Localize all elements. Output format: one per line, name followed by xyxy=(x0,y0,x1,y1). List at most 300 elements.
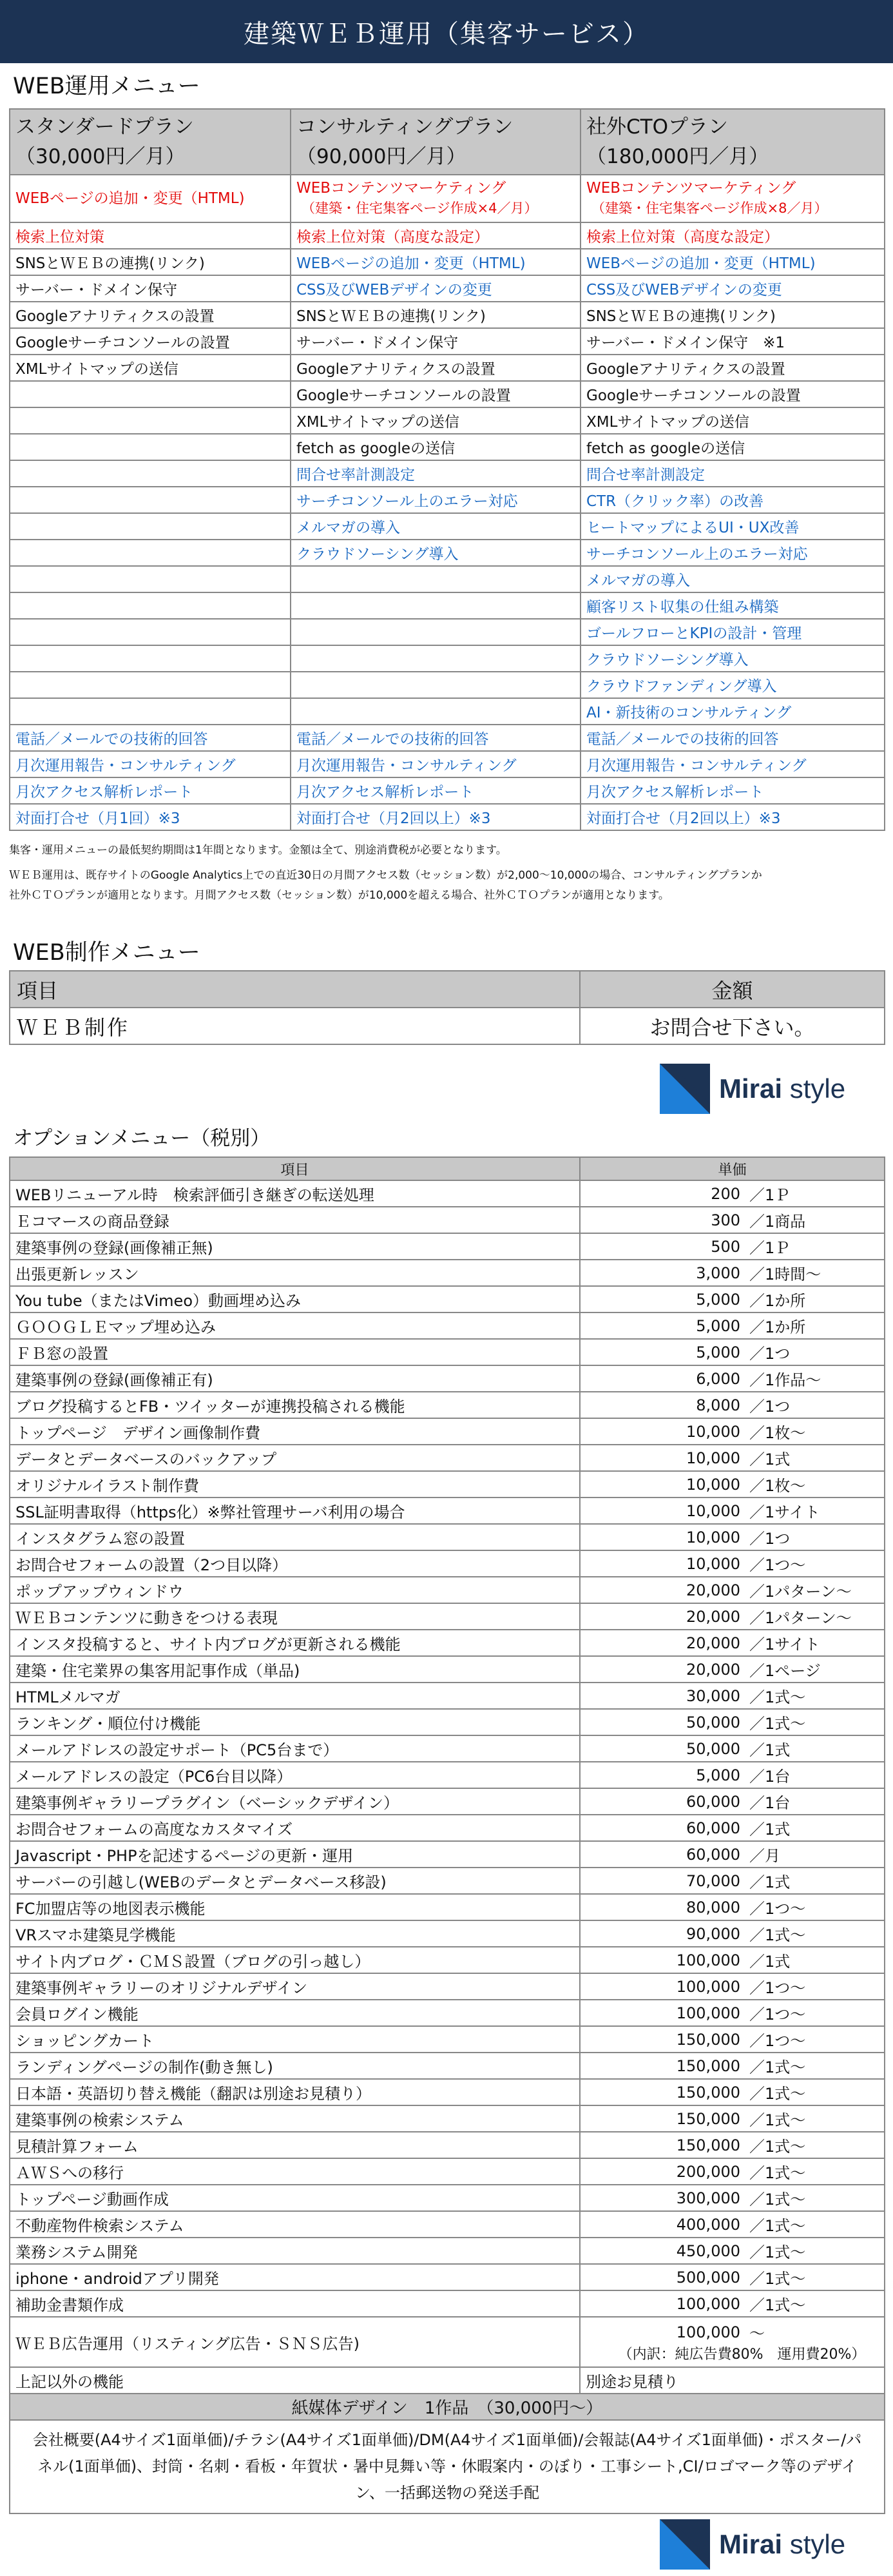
plan-cell-text: CSS及びWEBデザインの変更 xyxy=(586,282,782,298)
table-row xyxy=(10,619,885,645)
plan-cell xyxy=(291,540,581,566)
plan-cell xyxy=(581,751,885,777)
option-unit: ／1時間〜 xyxy=(749,1265,821,1283)
table-row xyxy=(10,1947,885,1973)
option-unit: ／1式 xyxy=(749,1873,791,1891)
table-row xyxy=(10,592,885,619)
ops-note-1: 集客・運用メニューの最低契約期間は1年間となります。金額は全て、別途消費税が必要となります。 xyxy=(9,844,507,857)
plan-cell xyxy=(10,672,291,698)
plan-cell-text: サーバー・ドメイン保守 xyxy=(15,282,178,298)
option-unit: ／1式〜 xyxy=(749,2191,806,2209)
plan-cell xyxy=(10,407,291,434)
plan-cell xyxy=(10,302,291,328)
plan-cell-text: クラウドファンディング導入 xyxy=(586,678,777,695)
table-row xyxy=(10,513,885,540)
option-price xyxy=(580,1550,885,1577)
option-price xyxy=(580,1656,885,1683)
plan-cell xyxy=(291,302,581,328)
option-price xyxy=(580,1868,885,1894)
option-price xyxy=(580,2026,885,2053)
plan-cell xyxy=(10,275,291,302)
plan-cell xyxy=(581,698,885,725)
plan-cell xyxy=(10,751,291,777)
option-item: メールアドレスの設定（PC6台目以降） xyxy=(10,1762,580,1788)
plan-cell-text: 対面打合せ（月2回以上）※3 xyxy=(586,810,781,827)
option-amount: 150,000 xyxy=(676,2030,740,2049)
plan-cell-text: CTR（クリック率）の改善 xyxy=(586,493,764,510)
option-amount: 20,000 xyxy=(686,1581,740,1599)
plan-cell xyxy=(10,698,291,725)
option-item: 不動産物件検索システム xyxy=(10,2211,580,2238)
options-head-item: 項目 xyxy=(10,1157,580,1180)
table-row xyxy=(10,1445,885,1471)
table-row xyxy=(10,2290,885,2317)
table-row xyxy=(10,275,885,302)
plan-cell-text: ゴールフローとKPIの設計・管理 xyxy=(586,625,802,642)
option-item: 出張更新レッスン xyxy=(10,1260,580,1286)
option-amount: 5,000 xyxy=(696,1316,740,1335)
option-unit: 〜 xyxy=(749,2325,765,2343)
plan-cell xyxy=(581,777,885,804)
option-amount: 10,000 xyxy=(686,1449,740,1467)
option-item: 建築事例ギャラリープラグイン（ベーシックデザイン） xyxy=(10,1788,580,1815)
plan-price: （180,000円／月） xyxy=(586,145,769,168)
options-table xyxy=(9,1156,885,2514)
option-unit: ／1か所 xyxy=(749,1318,806,1336)
option-item: お問合せフォームの高度なカスタマイズ xyxy=(10,1815,580,1841)
option-item: インスタグラム窓の設置 xyxy=(10,1524,580,1550)
table-row xyxy=(10,2053,885,2079)
table-row xyxy=(10,1365,885,1392)
table-row xyxy=(10,1920,885,1947)
table-row xyxy=(10,1498,885,1524)
web-prod-table xyxy=(9,970,885,1045)
option-amount: 8,000 xyxy=(696,1396,740,1414)
plan-cell-text: Googleアナリティクスの設置 xyxy=(586,361,785,378)
plan-cell-text: 検索上位対策（高度な設定） xyxy=(586,229,779,246)
option-item: 業務システム開発 xyxy=(10,2238,580,2264)
table-row xyxy=(10,1418,885,1445)
plan-cell xyxy=(581,540,885,566)
plan-cell-text: 月次運用報告・コンサルティング xyxy=(296,757,517,774)
plan-cell xyxy=(581,249,885,275)
option-unit: ／1パターン〜 xyxy=(749,1583,852,1601)
plan-cell xyxy=(10,619,291,645)
plan-cell xyxy=(581,381,885,407)
plan-cell-text: メルマガの導入 xyxy=(296,520,400,536)
plan-cell xyxy=(581,804,885,830)
option-unit: ／1つ xyxy=(749,1530,791,1548)
option-amount: 5,000 xyxy=(696,1290,740,1309)
plan-cell xyxy=(10,487,291,513)
option-unit: ／1式〜 xyxy=(749,2111,806,2129)
web-prod-item: ＷＥＢ制作 xyxy=(10,1008,580,1044)
option-amount: 30,000 xyxy=(686,1686,740,1705)
table-row xyxy=(10,2264,885,2290)
option-item: VRスマホ建築見学機能 xyxy=(10,1920,580,1947)
option-price xyxy=(580,1260,885,1286)
plan-cell xyxy=(291,698,581,725)
table-row xyxy=(10,175,885,222)
option-price xyxy=(580,1788,885,1815)
plan-cell-text: Googleサーチコンソールの設置 xyxy=(296,387,511,404)
plan-cell xyxy=(10,592,291,619)
plan-cell-text: 電話／メールでの技術的回答 xyxy=(296,731,489,748)
option-unit: ／1サイト xyxy=(749,1635,820,1654)
plan-cell-text: AI・新技術のコンサルティング xyxy=(586,705,792,721)
option-amount: 80,000 xyxy=(686,1898,740,1917)
logo-brand: Mirai xyxy=(719,2529,783,2559)
plan-name: 社外CTOプラン xyxy=(586,115,728,139)
plan-price: （90,000円／月） xyxy=(296,145,466,168)
table-row xyxy=(10,1762,885,1788)
option-unit: ／1つ〜 xyxy=(749,2032,806,2050)
plan-cell xyxy=(10,355,291,381)
logo-mark-icon xyxy=(660,2519,710,2570)
table-row xyxy=(10,777,885,804)
plan-cell-text: WEBコンテンツマーケティング xyxy=(296,180,506,197)
plan-cell-text: Googleアナリティクスの設置 xyxy=(296,361,495,378)
option-amount: 10,000 xyxy=(686,1475,740,1494)
table-row xyxy=(10,2211,885,2238)
plan-cell-text: SNSとＷＥＢの連携(リンク) xyxy=(15,255,205,272)
plan-cell xyxy=(291,592,581,619)
table-row xyxy=(10,1524,885,1550)
option-unit: ／1つ〜 xyxy=(749,1556,806,1574)
plan-cell-text: WEBページの追加・変更（HTML) xyxy=(586,255,816,272)
plan-cell-subtext: （建築・住宅集客ページ作成×8／月） xyxy=(591,200,828,216)
plan-cell-text: WEBページの追加・変更（HTML) xyxy=(296,255,526,272)
plan-cell xyxy=(581,513,885,540)
plan-cell-text: fetch as googleの送信 xyxy=(296,440,456,457)
table-row xyxy=(10,2158,885,2185)
option-price xyxy=(580,1233,885,1260)
option-amount: 150,000 xyxy=(676,2056,740,2075)
table-row xyxy=(10,1471,885,1498)
option-price xyxy=(580,1286,885,1312)
plan-cell-text: サーチコンソール上のエラー対応 xyxy=(586,546,808,563)
plan-cell xyxy=(581,566,885,592)
table-row xyxy=(10,1312,885,1339)
table-row xyxy=(10,2026,885,2053)
plan-cell-text: 問合せ率計測設定 xyxy=(296,467,415,483)
plan-cell-text: 月次アクセス解析レポート xyxy=(586,784,764,801)
option-unit: ／1つ〜 xyxy=(749,2005,806,2024)
option-price xyxy=(580,1709,885,1735)
ops-note-2: ＷＥＢ運用は、既存サイトのGoogle Analytics上での直近30日の月間アクセス数（セッション数）が2,000〜10,000の場合、コンサルティングプランか xyxy=(9,869,762,882)
plan-cell-text: サーチコンソール上のエラー対応 xyxy=(296,493,518,510)
option-price xyxy=(580,1445,885,1471)
table-row xyxy=(10,328,885,355)
option-unit: ／1か所 xyxy=(749,1292,806,1310)
option-price xyxy=(580,2105,885,2132)
plan-price: （30,000円／月） xyxy=(15,145,186,168)
option-price xyxy=(580,1815,885,1841)
option-item: 建築事例の登録(画像補正無) xyxy=(10,1233,580,1260)
table-row xyxy=(10,804,885,830)
option-amount: 200 xyxy=(711,1184,740,1203)
option-item: HTMLメルマガ xyxy=(10,1683,580,1709)
plan-name: スタンダードプラン xyxy=(15,115,194,139)
option-price xyxy=(580,1392,885,1418)
option-item: お問合せフォームの設置（2つ目以降） xyxy=(10,1550,580,1577)
option-unit: ／1ページ xyxy=(749,1662,821,1680)
plan-cell xyxy=(291,249,581,275)
option-unit: ／1式 xyxy=(749,1741,791,1759)
plan-cell xyxy=(10,222,291,249)
table-row xyxy=(10,1603,885,1630)
option-item: iphone・androidアプリ開発 xyxy=(10,2264,580,2290)
plan-cell-text: 検索上位対策 xyxy=(15,229,104,246)
option-unit: ／1つ xyxy=(749,1345,791,1363)
web-prod-title: WEB制作メニュー xyxy=(13,940,200,966)
plan-header-standard xyxy=(10,109,291,175)
plan-cell xyxy=(10,249,291,275)
plan-cell xyxy=(10,725,291,751)
plan-cell xyxy=(291,645,581,672)
option-unit: ／1枚〜 xyxy=(749,1424,806,1442)
plan-cell xyxy=(10,540,291,566)
option-item: 上記以外の機能 xyxy=(10,2367,580,2394)
option-item: You tube（またはVimeo）動画埋め込み xyxy=(10,1286,580,1312)
option-item: メールアドレスの設定サポート（PC5台まで） xyxy=(10,1735,580,1762)
table-row xyxy=(10,1868,885,1894)
table-row xyxy=(10,566,885,592)
option-item: サイト内ブログ・ＣＭＳ設置（ブログの引っ越し） xyxy=(10,1947,580,1973)
plan-cell-text: CSS及びWEBデザインの変更 xyxy=(296,282,492,298)
option-unit: ／1台 xyxy=(749,1794,791,1812)
print-body: 会社概要(A4サイズ1面単価)/チラシ(A4サイズ1面単価)/DM(A4サイズ1面単価)/会報誌(A4サイズ1面単価)・ポスター/パネル(1面単価)、封筒・名刺・看板・年賀状・暑中見舞い等・休暇案内・のぼり・工事シート,CI/ロゴマーク等のデザイン、一括郵送物の発送手配 xyxy=(10,2420,885,2513)
option-item: 補助金書類作成 xyxy=(10,2290,580,2317)
option-amount: 50,000 xyxy=(686,1713,740,1732)
option-item: 会員ログイン機能 xyxy=(10,2000,580,2026)
plan-header-consulting xyxy=(291,109,581,175)
plan-cell xyxy=(581,355,885,381)
plan-cell xyxy=(10,460,291,487)
option-price xyxy=(580,1920,885,1947)
option-price xyxy=(580,1894,885,1920)
web-prod-header-row xyxy=(10,971,885,1008)
option-price xyxy=(580,1762,885,1788)
option-amount: 60,000 xyxy=(686,1819,740,1837)
option-amount: 70,000 xyxy=(686,1871,740,1890)
table-row xyxy=(10,381,885,407)
option-amount: 60,000 xyxy=(686,1845,740,1864)
option-item: Javascript・PHPを記述するページの更新・運用 xyxy=(10,1841,580,1868)
plan-cell xyxy=(291,175,581,222)
option-amount: 200,000 xyxy=(676,2162,740,2181)
plan-cell xyxy=(10,566,291,592)
option-item: 見積計算フォーム xyxy=(10,2132,580,2158)
table-row xyxy=(10,1735,885,1762)
option-unit: ／1式〜 xyxy=(749,2085,806,2103)
option-amount: 150,000 xyxy=(676,2109,740,2128)
option-amount: 400,000 xyxy=(676,2215,740,2234)
plan-cell xyxy=(291,434,581,460)
brand-logo-footer xyxy=(660,2519,845,2570)
table-row xyxy=(10,751,885,777)
option-amount: 60,000 xyxy=(686,1792,740,1811)
option-unit: ／1パターン〜 xyxy=(749,1609,852,1627)
table-row xyxy=(10,1339,885,1365)
table-row xyxy=(10,1841,885,1868)
plan-cell-text: WEBページの追加・変更（HTML) xyxy=(15,190,245,207)
plan-cell xyxy=(291,381,581,407)
options-header-row xyxy=(10,1157,885,1180)
logo-brand: Mirai xyxy=(719,1073,783,1104)
option-unit: ／1つ xyxy=(749,1398,791,1416)
option-item: ＧＯＯＧＬＥマップ埋め込み xyxy=(10,1312,580,1339)
option-item: オリジナルイラスト制作費 xyxy=(10,1471,580,1498)
plan-cell-text: 対面打合せ（月2回以上）※3 xyxy=(296,810,491,827)
option-amount: 20,000 xyxy=(686,1607,740,1626)
plan-cell xyxy=(291,804,581,830)
option-amount: 3,000 xyxy=(696,1264,740,1282)
option-item: ＦＢ窓の設置 xyxy=(10,1339,580,1365)
plan-cell xyxy=(10,434,291,460)
table-row xyxy=(10,1207,885,1233)
option-amount: 500,000 xyxy=(676,2268,740,2287)
plan-cell xyxy=(581,407,885,434)
plan-cell xyxy=(10,513,291,540)
option-price xyxy=(580,1683,885,1709)
plan-cell xyxy=(291,751,581,777)
print-title-row xyxy=(10,2394,885,2420)
page-banner xyxy=(0,0,893,63)
option-unit: ／1式 xyxy=(749,1953,791,1971)
option-amount: 10,000 xyxy=(686,1501,740,1520)
option-amount: 100,000 xyxy=(676,2323,740,2341)
table-row xyxy=(10,1550,885,1577)
option-item: Ｅコマースの商品登録 xyxy=(10,1207,580,1233)
plan-cell-text: XMLサイトマップの送信 xyxy=(15,361,178,378)
option-unit: ／1式 xyxy=(749,1450,791,1469)
table-row xyxy=(10,1683,885,1709)
plan-cell-text: ヒートマップによるUI・UX改善 xyxy=(586,520,800,536)
option-item: 建築事例ギャラリーのオリジナルデザイン xyxy=(10,1973,580,2000)
option-unit: ／1つ〜 xyxy=(749,1900,806,1918)
option-unit: ／1式〜 xyxy=(749,2217,806,2235)
table-row xyxy=(10,672,885,698)
plan-header-cto xyxy=(581,109,885,175)
plan-cell-text: 月次アクセス解析レポート xyxy=(15,784,193,801)
plan-cell-text: 顧客リスト収集の仕組み構築 xyxy=(586,599,779,616)
option-unit: ／1サイト xyxy=(749,1503,820,1521)
option-item: ショッピングカート xyxy=(10,2026,580,2053)
plan-cell xyxy=(581,487,885,513)
plan-cell-text: Googleアナリティクスの設置 xyxy=(15,308,215,325)
plan-cell xyxy=(291,355,581,381)
option-amount: 300,000 xyxy=(676,2189,740,2207)
option-amount: 10,000 xyxy=(686,1422,740,1441)
plan-cell-text: メルマガの導入 xyxy=(586,572,690,589)
option-item: FC加盟店等の地図表示機能 xyxy=(10,1894,580,1920)
option-price xyxy=(580,1180,885,1207)
option-item: ＷＥＢ広告運用（リスティング広告・ＳＮＳ広告) xyxy=(10,2317,580,2367)
plan-cell xyxy=(581,645,885,672)
plan-cell xyxy=(581,725,885,751)
table-row xyxy=(10,434,885,460)
option-price xyxy=(580,2290,885,2317)
option-amount: 5,000 xyxy=(696,1343,740,1361)
table-row xyxy=(10,1392,885,1418)
option-item: ブログ投稿するとFB・ツイッターが連携投稿される機能 xyxy=(10,1392,580,1418)
option-item: ポップアップウィンドウ xyxy=(10,1577,580,1603)
option-price xyxy=(580,1841,885,1868)
option-price xyxy=(580,1207,885,1233)
option-item: インスタ投稿すると、サイト内ブログが更新される機能 xyxy=(10,1630,580,1656)
plan-cell xyxy=(10,777,291,804)
table-row xyxy=(10,540,885,566)
table-row xyxy=(10,1577,885,1603)
plan-cell xyxy=(10,645,291,672)
table-row xyxy=(10,460,885,487)
option-amount: 100,000 xyxy=(676,1951,740,1969)
option-price xyxy=(580,1524,885,1550)
option-unit: ／1式〜 xyxy=(749,2243,806,2261)
table-row xyxy=(10,249,885,275)
option-price xyxy=(580,1630,885,1656)
option-unit: ／1式〜 xyxy=(749,2270,806,2288)
table-row xyxy=(10,1286,885,1312)
plan-cell xyxy=(581,592,885,619)
plan-cell xyxy=(291,460,581,487)
option-item: ランキング・順位付け機能 xyxy=(10,1709,580,1735)
table-row xyxy=(10,2367,885,2394)
option-unit: ／1枚〜 xyxy=(749,1477,806,1495)
table-row xyxy=(10,302,885,328)
option-item: トップページ デザイン画像制作費 xyxy=(10,1418,580,1445)
option-amount: 100,000 xyxy=(676,2004,740,2022)
table-row xyxy=(10,407,885,434)
option-price xyxy=(580,2132,885,2158)
table-row xyxy=(10,1973,885,2000)
plan-cell-text: 検索上位対策（高度な設定） xyxy=(296,229,489,246)
plan-cell xyxy=(291,222,581,249)
logo-suffix: style xyxy=(789,1073,846,1104)
plan-cell xyxy=(291,672,581,698)
table-row xyxy=(10,1656,885,1683)
table-row xyxy=(10,487,885,513)
option-price xyxy=(580,2158,885,2185)
option-subnote: （内訳：純広告費80% 運用費20%） xyxy=(618,2347,866,2363)
table-row xyxy=(10,2132,885,2158)
plan-cell xyxy=(10,804,291,830)
brand-logo xyxy=(660,1064,845,1114)
option-amount: 150,000 xyxy=(676,2136,740,2154)
table-row xyxy=(10,1709,885,1735)
web-prod-head-price: 金額 xyxy=(580,971,885,1008)
plan-cell xyxy=(581,275,885,302)
table-row xyxy=(10,1233,885,1260)
option-amount: 300 xyxy=(711,1211,740,1229)
plans-table xyxy=(9,108,885,831)
option-item: 日本語・英語切り替え機能（翻訳は別途お見積り） xyxy=(10,2079,580,2105)
plan-cell-text: 問合せ率計測設定 xyxy=(586,467,705,483)
plan-cell-text: WEBコンテンツマーケティング xyxy=(586,180,796,197)
option-price xyxy=(580,1603,885,1630)
plan-cell-text: XMLサイトマップの送信 xyxy=(296,414,459,431)
plan-cell-text: クラウドソーシング導入 xyxy=(586,652,749,668)
option-item: トップページ動画作成 xyxy=(10,2185,580,2211)
option-item: 建築事例の検索システム xyxy=(10,2105,580,2132)
table-row xyxy=(10,2238,885,2264)
option-amount: 450,000 xyxy=(676,2241,740,2260)
plan-cell-text: 電話／メールでの技術的回答 xyxy=(586,731,779,748)
option-unit: ／1つ〜 xyxy=(749,1979,806,1997)
plan-cell-text: 対面打合せ（月1回）※3 xyxy=(15,810,180,827)
option-item: ＡＷＳへの移行 xyxy=(10,2158,580,2185)
